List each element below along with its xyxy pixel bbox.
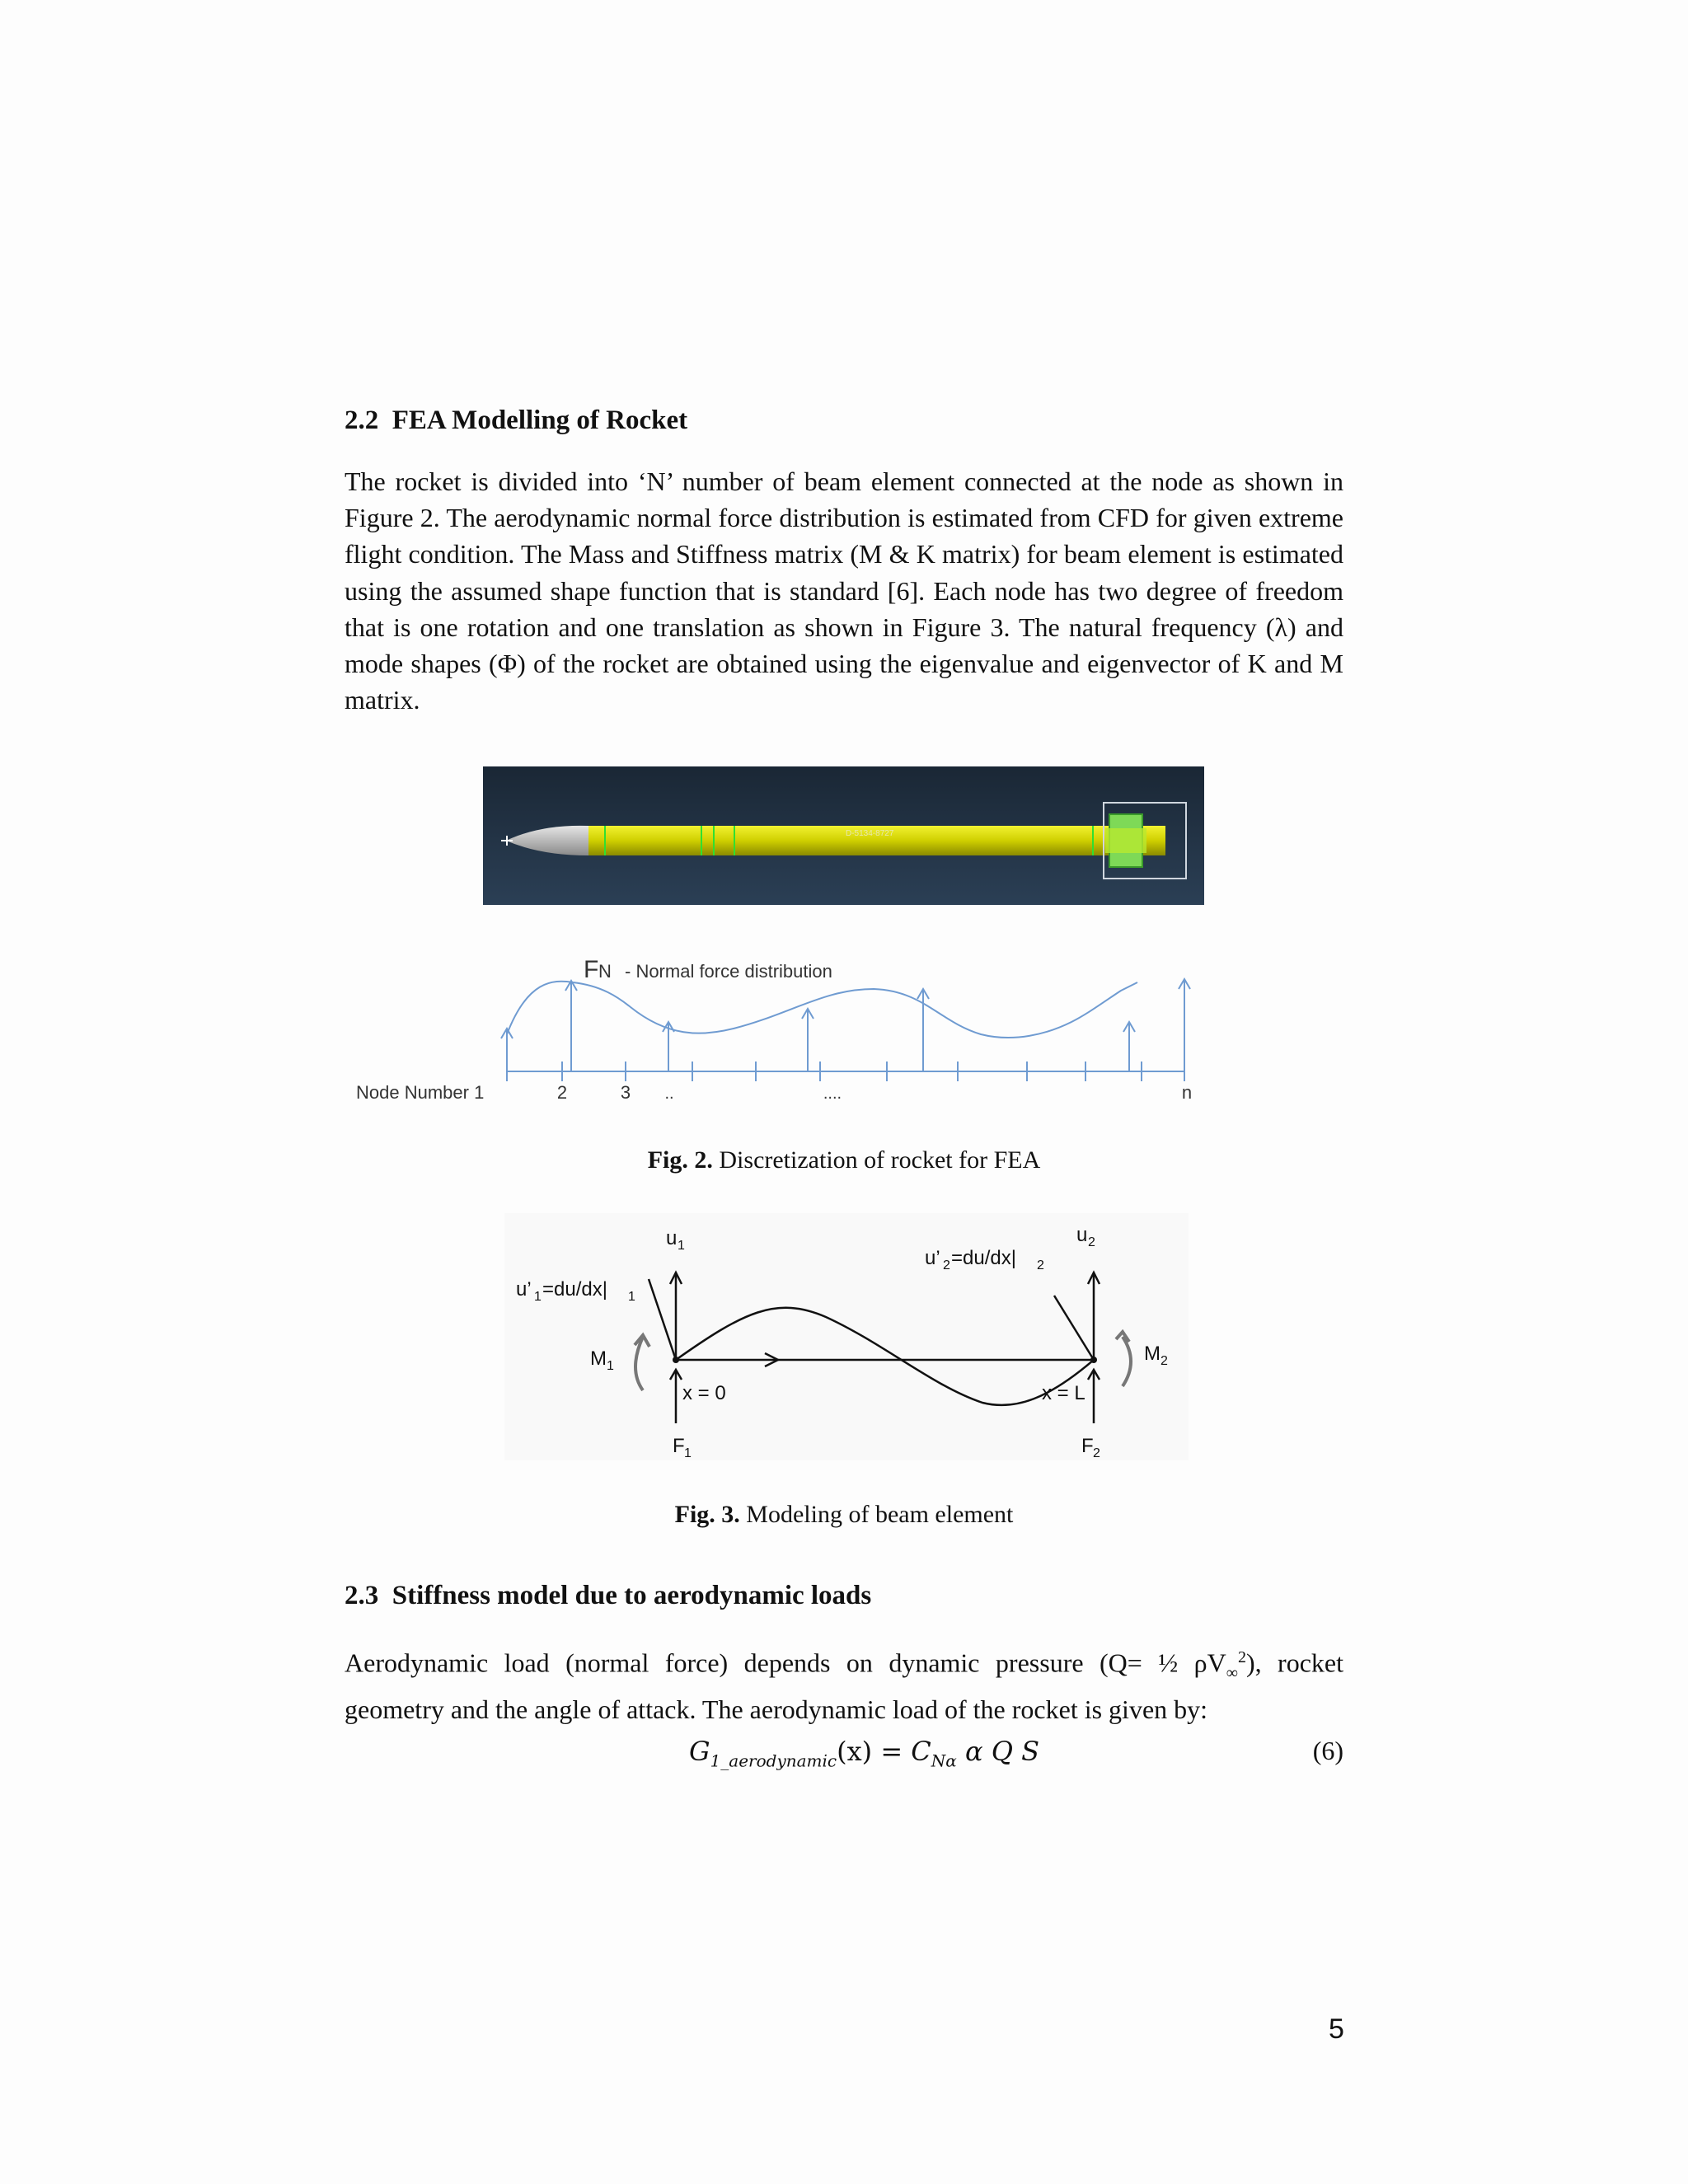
- node-label: ....: [823, 1085, 842, 1103]
- m2-label: M: [1144, 1343, 1160, 1365]
- f2-sub: 2: [1093, 1446, 1100, 1460]
- beam-element-diagram: [504, 1213, 1189, 1460]
- u2-label: u: [1076, 1224, 1088, 1246]
- slope2-rest: =du/dx|: [951, 1247, 1016, 1269]
- rocket-label: D-5134-8727: [846, 829, 894, 838]
- u1-sub: 1: [678, 1239, 685, 1253]
- equation-number: (6): [1312, 1736, 1343, 1765]
- node-number-label: [356, 1082, 484, 1104]
- paragraph-part-b: ), rocket geometry and the angle of attack. The aerodynamic load of the rocket is given by:: [345, 1647, 1343, 1725]
- m1-sub: 1: [607, 1359, 614, 1373]
- node-label: n: [1181, 1082, 1193, 1103]
- paragraph-part-a: Aerodynamic load (normal force) depends on dynamic pressure (Q= ½ ρV: [345, 1647, 1226, 1678]
- slope1-sub: 1: [534, 1290, 542, 1304]
- caption-label: Fig. 2.: [647, 1146, 713, 1174]
- slope2-label: u’: [925, 1247, 940, 1269]
- infinity-sub: ∞: [1226, 1664, 1238, 1683]
- node-label: 3: [620, 1082, 631, 1103]
- slope1-label: u’: [516, 1278, 532, 1301]
- node-prefix: Node Number: [356, 1082, 469, 1103]
- slope1-sub2: 1: [628, 1290, 635, 1304]
- force-arrows: [501, 979, 1203, 1071]
- figure-2-caption: [0, 1146, 1688, 1174]
- node-label: 2: [556, 1082, 568, 1103]
- force-subscript: N: [598, 961, 612, 982]
- eq-arg: (x): [837, 1736, 873, 1767]
- eq-c: C: [911, 1736, 931, 1767]
- slope1-rest: =du/dx|: [542, 1278, 607, 1301]
- u2-sub: 2: [1088, 1235, 1095, 1249]
- force-label: - Normal force distribution: [625, 961, 832, 982]
- eq-c-sub: Nα: [931, 1750, 957, 1771]
- f1-label: F: [673, 1435, 685, 1457]
- caption-text: Modeling of beam element: [746, 1501, 1014, 1528]
- squared-sup: 2: [1237, 1648, 1246, 1666]
- eq-rhs: α Q S: [964, 1736, 1040, 1767]
- rocket-model-svg: [483, 766, 1204, 905]
- figure-3-caption: [0, 1501, 1688, 1529]
- m2-sub: 2: [1160, 1354, 1168, 1368]
- page-number: 5: [1329, 2013, 1344, 2045]
- section-number: 2.3: [345, 1581, 379, 1610]
- m1-label: M: [590, 1347, 607, 1370]
- caption-text: Discretization of rocket for FEA: [719, 1146, 1041, 1174]
- force-symbol: F: [584, 956, 599, 983]
- eq-equals: =: [880, 1736, 903, 1767]
- slope2-sub: 2: [943, 1258, 950, 1272]
- x0-label: x = 0: [682, 1382, 726, 1404]
- eq-lhs: G: [689, 1736, 710, 1767]
- node-label-first: 1: [474, 1082, 485, 1103]
- slope2-sub2: 2: [1037, 1258, 1044, 1272]
- force-distribution-curve: [507, 982, 1137, 1038]
- section-number: 2.2: [345, 405, 379, 435]
- f2-label: F: [1081, 1435, 1094, 1457]
- section-heading-2-2: [345, 405, 687, 436]
- section-title: FEA Modelling of Rocket: [392, 405, 688, 435]
- f1-sub: 1: [684, 1446, 692, 1460]
- section-2-3-paragraph: [345, 1639, 1343, 1727]
- eq-lhs-sub: 1_aerodynamic: [710, 1750, 837, 1771]
- node-axis: [507, 1062, 1184, 1081]
- caption-label: Fig. 3.: [674, 1501, 740, 1528]
- beam-element-svg: [504, 1213, 1189, 1460]
- equation-6: [689, 1736, 1039, 1770]
- section-title: Stiffness model due to aerodynamic loads: [392, 1581, 872, 1610]
- u1-label: u: [666, 1227, 678, 1249]
- node-label: ..: [664, 1085, 674, 1103]
- xL-label: x = L: [1042, 1382, 1085, 1404]
- rocket-model-image: [483, 766, 1204, 905]
- section-2-2-paragraph: The rocket is divided into ‘N’ number of beam element connected at the node as shown in Figure 2. The aerodynamic normal force distribution is estimated from CFD for given extreme flight condition. The Mass and Stiffness matrix (M & K matrix) for beam element is estimated using the assumed shape function that is standard [6]. Each node has two degree of freedom that is one rotation and one translation as shown in Figure 3. The natural frequency (λ) and mode shapes (Φ) of the rocket are obtained using the eigenvalue and eigenvector of K and M matrix.: [345, 466, 1343, 715]
- section-heading-2-3: [345, 1581, 871, 1611]
